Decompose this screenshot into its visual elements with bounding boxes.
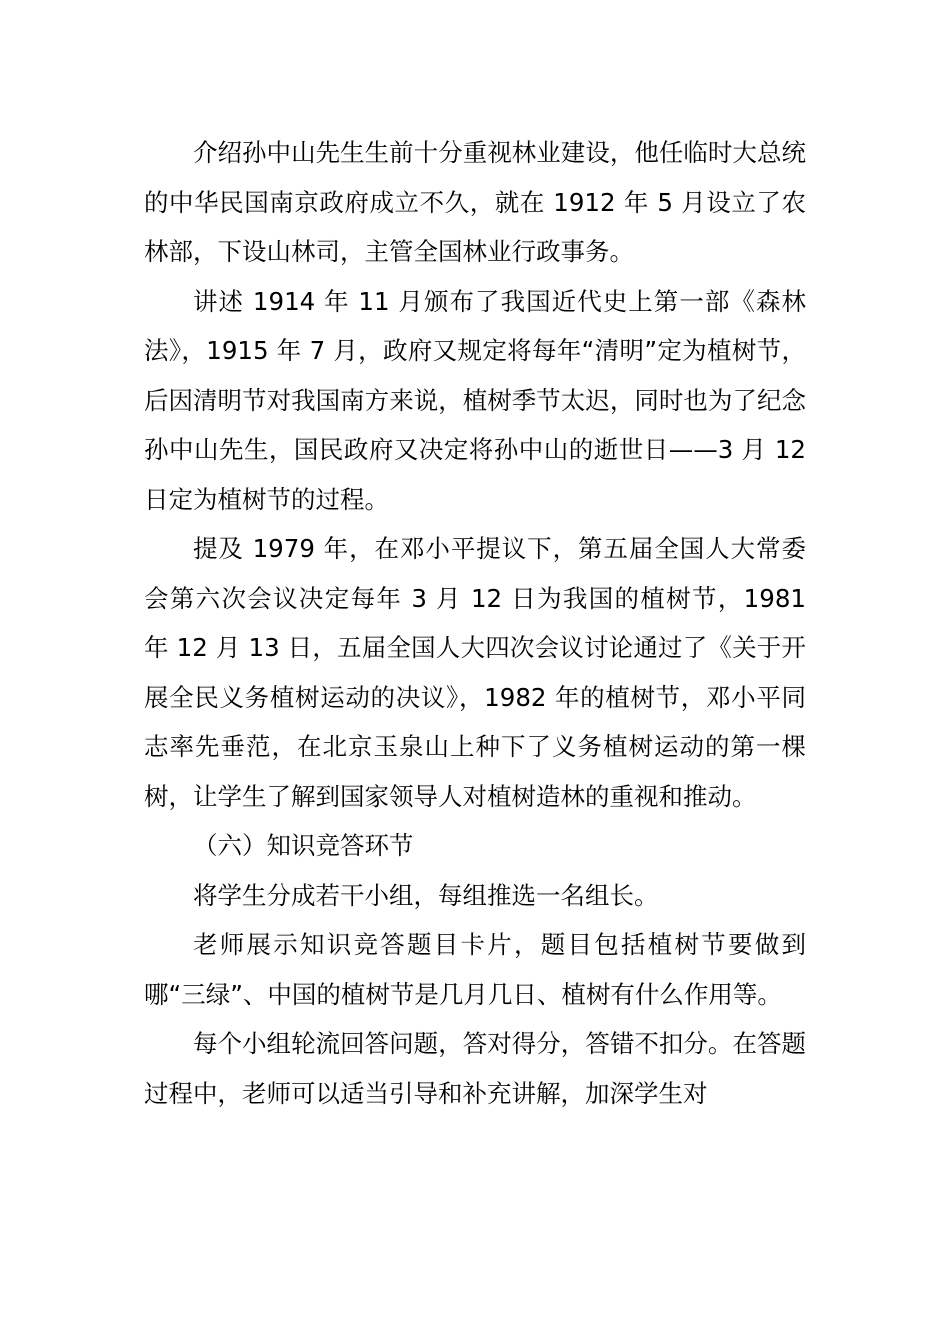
- paragraph-group-division: 将学生分成若干小组，每组推选一名组长。: [193, 880, 659, 910]
- paragraph-forest-law-history: 讲述 1914 年 11 月颁布了我国近代史上第一部《森林法》，1915 年 7 月，政府又规定将每年“清明”定为植树节，后因清明节对我国南方来说，植树季节太迟，同时也为了纪念孙中山先生，国民政府又决定将孙中山的逝世日——3 月 12 日定为植树节的过程。: [144, 286, 806, 514]
- document-body: [144, 128, 806, 1118]
- paragraph-answer-rules: 每个小组轮流回答问题，答对得分，答错不扣分。在答题过程中，老师可以适当引导和补充讲解，加深学生对: [144, 1029, 806, 1108]
- paragraph-arbor-day-1979: 提及 1979 年，在邓小平提议下，第五届全国人大常委会第六次会议决定每年 3 月 12 日为我国的植树节，1981 年 12 月 13 日，五届全国人大四次会议讨论通过了《关于开展全民义务植树运动的决议》，1982 年的植树节，邓小平同志率先垂范，在北京玉泉山上种下了义务植树运动的第一棵树，让学生了解到国家领导人对植树造林的重视和推动。: [144, 534, 806, 811]
- paragraph-quiz-cards: 老师展示知识竞答题目卡片，题目包括植树节要做到哪“三绿”、中国的植树节是几月几日、植树有什么作用等。: [144, 930, 806, 1009]
- paragraph-sun-yatsen-forestry: 介绍孙中山先生生前十分重视林业建设，他任临时大总统的中华民国南京政府成立不久，就在 1912 年 5 月设立了农林部，下设山林司，主管全国林业行政事务。: [144, 138, 806, 266]
- section-heading-quiz: （六）知识竞答环节: [193, 831, 414, 860]
